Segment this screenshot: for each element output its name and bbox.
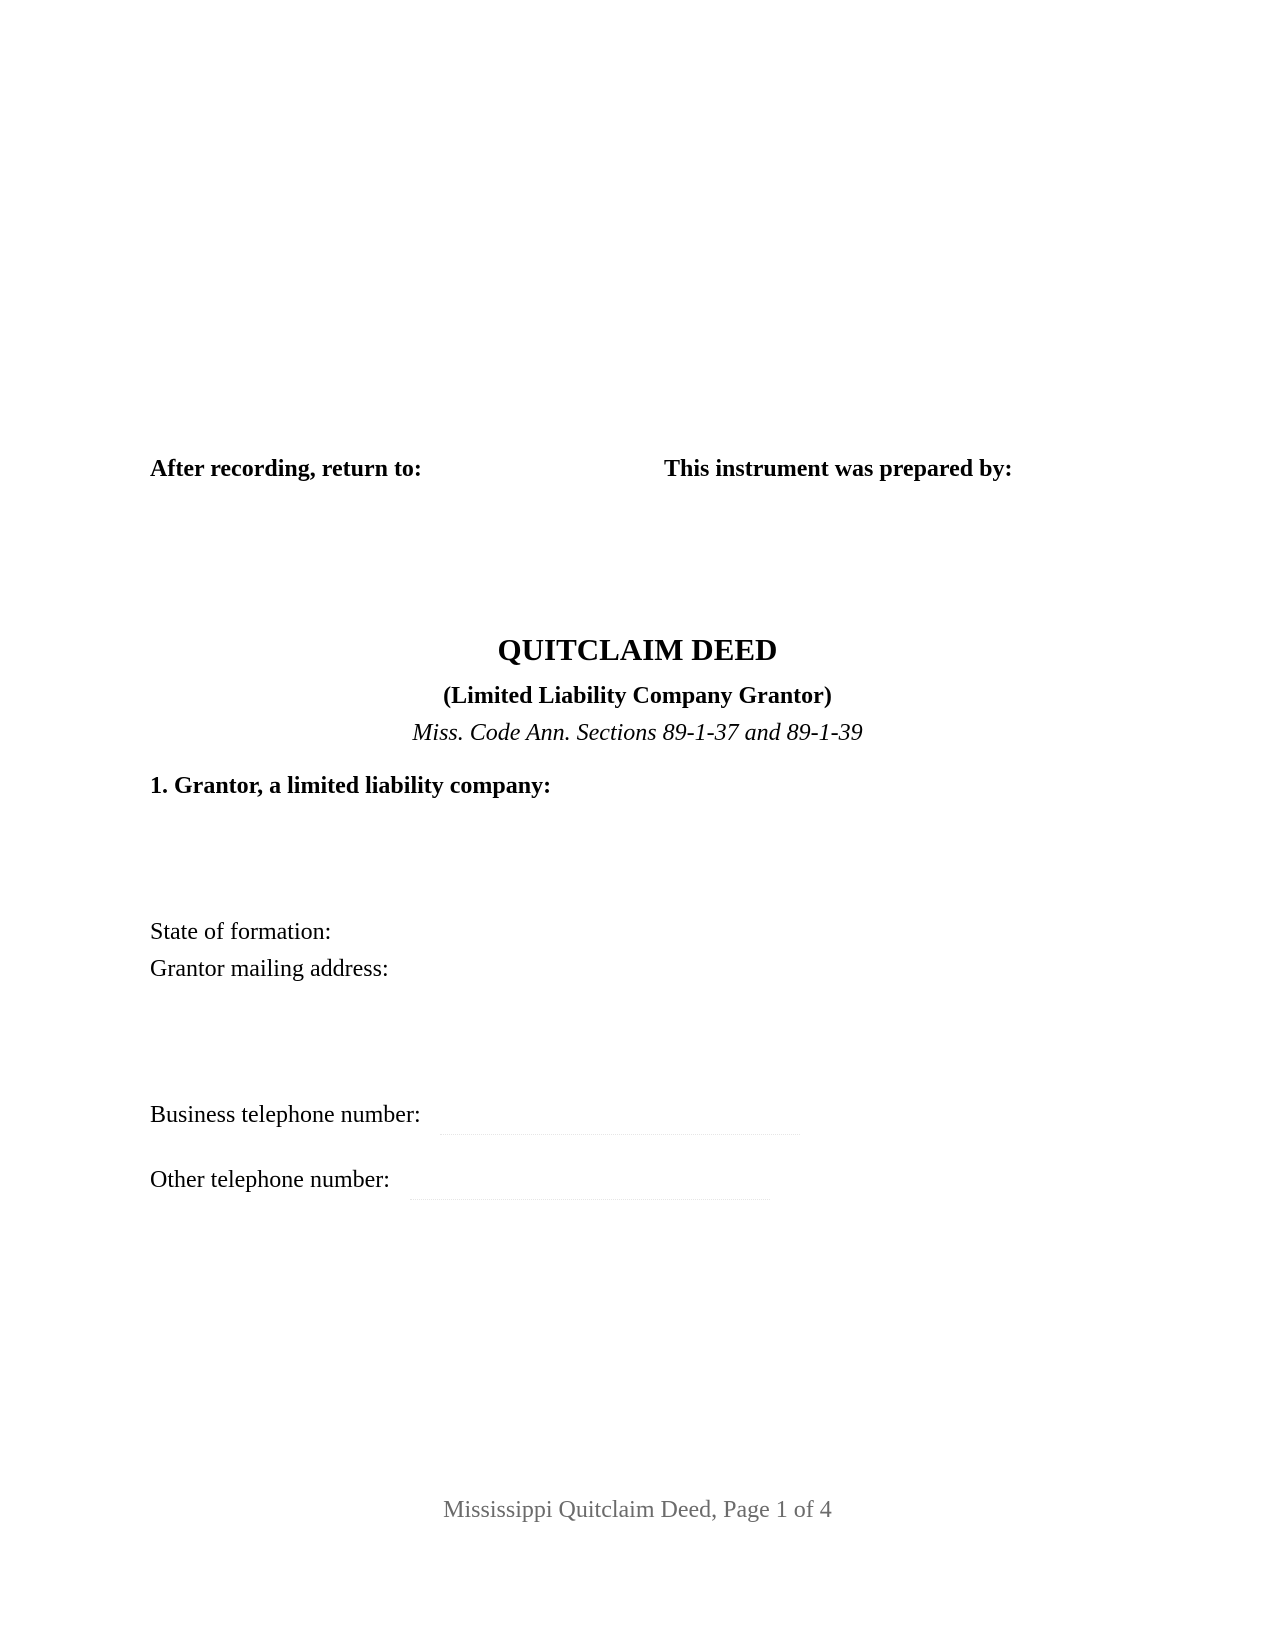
prepared-by-label: This instrument was prepared by: [664,456,1013,482]
page-footer: Mississippi Quitclaim Deed, Page 1 of 4 [443,1497,832,1523]
statute-reference: Miss. Code Ann. Sections 89-1-37 and 89-1-39 [412,720,863,746]
mailing-address-label: Grantor mailing address: [150,956,389,982]
document-subtitle: (Limited Liability Company Grantor) [443,683,832,709]
business-phone-label: Business telephone number: [150,1102,421,1128]
grantor-section-heading: 1. Grantor, a limited liability company: [150,773,552,799]
document-title: QUITCLAIM DEED [497,632,778,667]
return-to-label: After recording, return to: [150,456,422,482]
business-phone-field[interactable] [440,1134,800,1135]
state-of-formation-label: State of formation: [150,919,332,945]
other-phone-field[interactable] [410,1199,770,1200]
other-phone-label: Other telephone number: [150,1167,390,1193]
